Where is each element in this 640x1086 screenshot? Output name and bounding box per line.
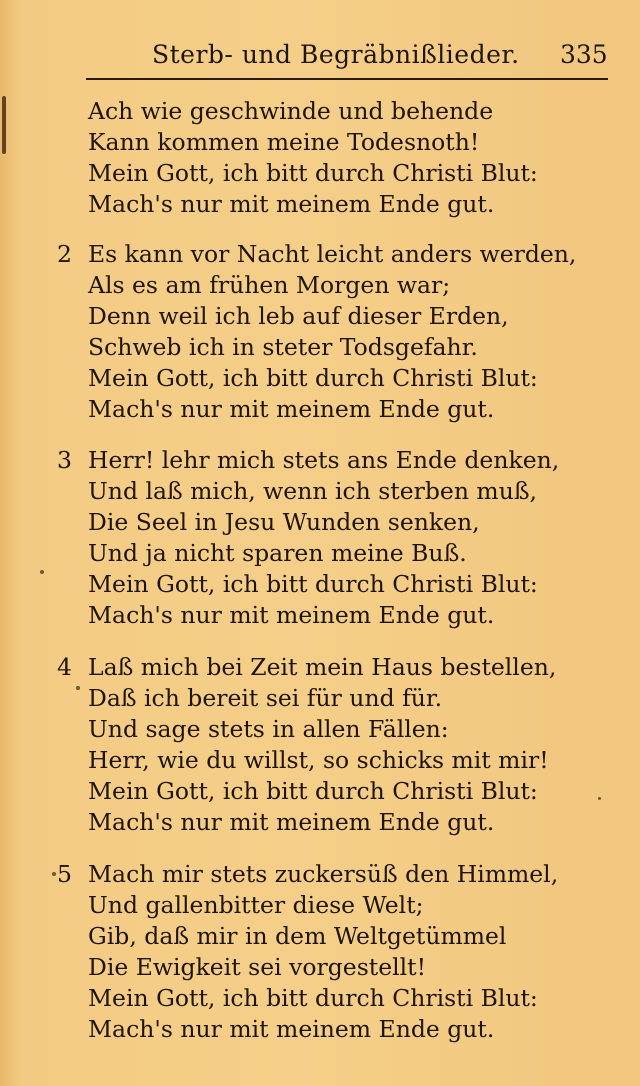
- verse-line: Mach's nur mit meinem Ende gut.: [88, 808, 495, 836]
- verse-line: Schweb ich in steter Todsgefahr.: [88, 333, 478, 361]
- verse-line: Als es am frühen Morgen war;: [88, 271, 451, 299]
- verse-line: Herr, wie du willst, so schicks mit mir!: [88, 746, 549, 774]
- verse-line: Mach's nur mit meinem Ende gut.: [88, 395, 495, 423]
- stanza-number: 5: [57, 860, 72, 888]
- verse-line: Und laß mich, wenn ich sterben muß,: [88, 477, 538, 505]
- verse-line: Und gallenbitter diese Welt;: [88, 891, 424, 919]
- verse-line: Mach's nur mit meinem Ende gut.: [88, 1015, 495, 1043]
- verse-line: Die Ewigkeit sei vorgestellt!: [88, 953, 427, 981]
- verse-line: Denn weil ich leb auf dieser Erden,: [88, 302, 509, 330]
- paper-speck: [76, 686, 80, 690]
- margin-ink-mark: [2, 96, 6, 154]
- verse-line: Und ja nicht sparen meine Buß.: [88, 539, 467, 567]
- paper-speck: [598, 797, 601, 800]
- paper-speck: [40, 570, 44, 574]
- verse-line: Laß mich bei Zeit mein Haus bestellen,: [88, 653, 557, 681]
- verse-line: Mein Gott, ich bitt durch Christi Blut:: [88, 570, 538, 598]
- stanza-number: 3: [57, 446, 72, 474]
- stanza-number: 4: [57, 653, 72, 681]
- verse-line: Mach mir stets zuckersüß den Himmel,: [88, 860, 559, 888]
- verse-line: Herr! lehr mich stets ans Ende denken,: [88, 446, 560, 474]
- verse-line: Mein Gott, ich bitt durch Christi Blut:: [88, 984, 538, 1012]
- verse-line: Mein Gott, ich bitt durch Christi Blut:: [88, 364, 538, 392]
- verse-line: Mein Gott, ich bitt durch Christi Blut:: [88, 777, 538, 805]
- running-header: [0, 0, 640, 80]
- header-rule: [86, 78, 608, 80]
- stanza-number: 2: [57, 240, 72, 268]
- page-number: 335: [560, 40, 608, 69]
- verse-line: Und sage stets in allen Fällen:: [88, 715, 449, 743]
- verse-line: Kann kommen meine Todesnoth!: [88, 128, 480, 156]
- verse-line: Ach wie geschwinde und behende: [88, 97, 494, 125]
- running-title: Sterb- und Begräbnißlieder.: [152, 40, 520, 69]
- verse-line: Mach's nur mit meinem Ende gut.: [88, 601, 495, 629]
- verse-line: Mach's nur mit meinem Ende gut.: [88, 190, 495, 218]
- paper-speck: [52, 872, 56, 876]
- verse-line: Die Seel in Jesu Wunden senken,: [88, 508, 480, 536]
- verse-line: Mein Gott, ich bitt durch Christi Blut:: [88, 159, 538, 187]
- verse-line: Es kann vor Nacht leicht anders werden,: [88, 240, 577, 268]
- verse-line: Daß ich bereit sei für und für.: [88, 684, 443, 712]
- verse-line: Gib, daß mir in dem Weltgetümmel: [88, 922, 507, 950]
